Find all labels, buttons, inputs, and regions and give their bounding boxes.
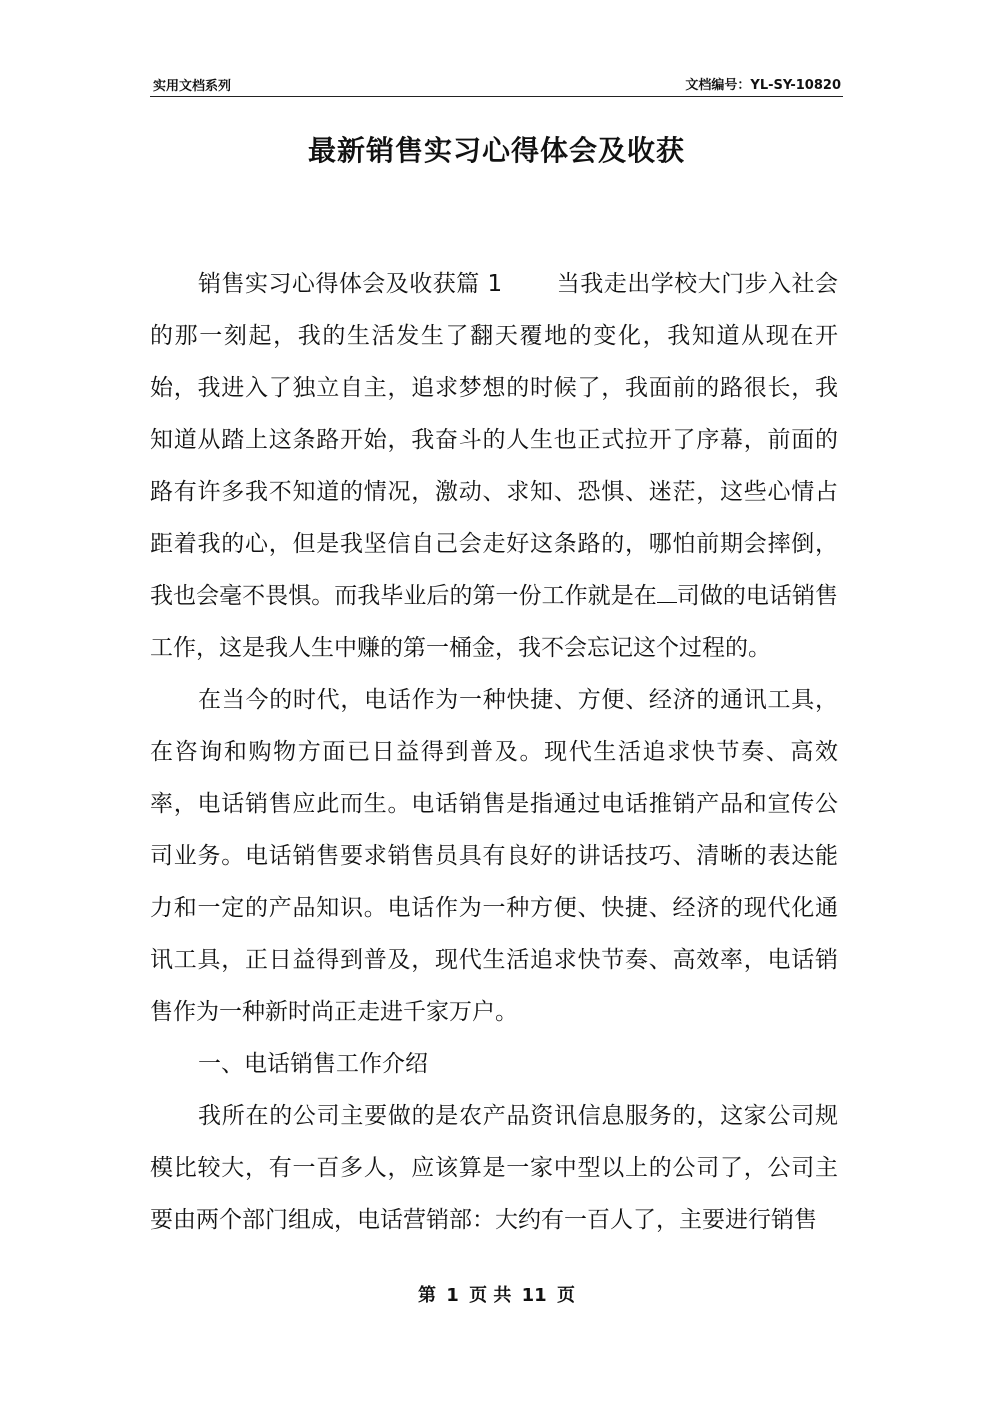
- paragraph-2: 在当今的时代，电话作为一种快捷、方便、经济的通讯工具，在咨询和购物方面已日益得到普及。现代生活追求快节奏、高效率，电话销售应此而生。电话销售是指通过电话推销产品和宣传公司业务。电话销售要求销售员具有良好的讲话技巧、清晰的表达能力和一定的产品知识。电话作为一种方便、快捷、经济的现代化通讯工具，正日益得到普及，现代生活追求快节奏、高效率，电话销售作为一种新时尚正走进千家万户。: [150, 687, 838, 1025]
- section-heading: 一、电话销售工作介绍: [198, 1051, 428, 1077]
- footer-prefix: 第: [418, 1285, 436, 1306]
- paragraph-1-part-a: 销售实习心得体会及收获篇 1 当我走出学校大门步入社会的那一刻起，我的生活发生了翻天覆地的变化，我知道从现在开始，我进入了独立自主，追求梦想的时候了，我面前的路很长，我知道从踏上这条路开始，我奋斗的人生也正式拉开了序幕，前面的路有许多我不知道的情况，激动、求知、恐惧、迷茫，这些心情占距着我的心，但是我坚信自己会走好这条路的，哪怕前期会摔倒，我也会毫不畏惧。而我毕业后的第一份工作就是在: [150, 271, 838, 609]
- footer-suffix: 页: [557, 1285, 575, 1306]
- page-footer: [0, 1281, 993, 1307]
- footer-page-number: 1: [446, 1285, 459, 1306]
- header-doc-number: 文档编号：YL-SY-10820: [685, 78, 841, 93]
- paragraph-4: 我所在的公司主要做的是农产品资讯信息服务的，这家公司规模比较大，有一百多人，应该算是一家中型以上的公司了，公司主要由两个部门组成，电话营销部：大约有一百人了，主要进行销售: [150, 1103, 838, 1233]
- fill-blank-line: [657, 588, 677, 603]
- paragraph-1: [150, 258, 838, 674]
- footer-middle: 页 共: [469, 1285, 512, 1306]
- paragraph-1-part-b: 司做的电话销售工作，这是我人生中赚的第一桶金，我不会忘记这个过程的。: [150, 583, 839, 661]
- document-title: 最新销售实习心得体会及收获: [307, 134, 685, 167]
- header-series: 实用文档系列: [153, 79, 232, 94]
- footer-total-pages: 11: [521, 1285, 547, 1306]
- document-body: [150, 258, 838, 1246]
- page-header: [150, 72, 843, 97]
